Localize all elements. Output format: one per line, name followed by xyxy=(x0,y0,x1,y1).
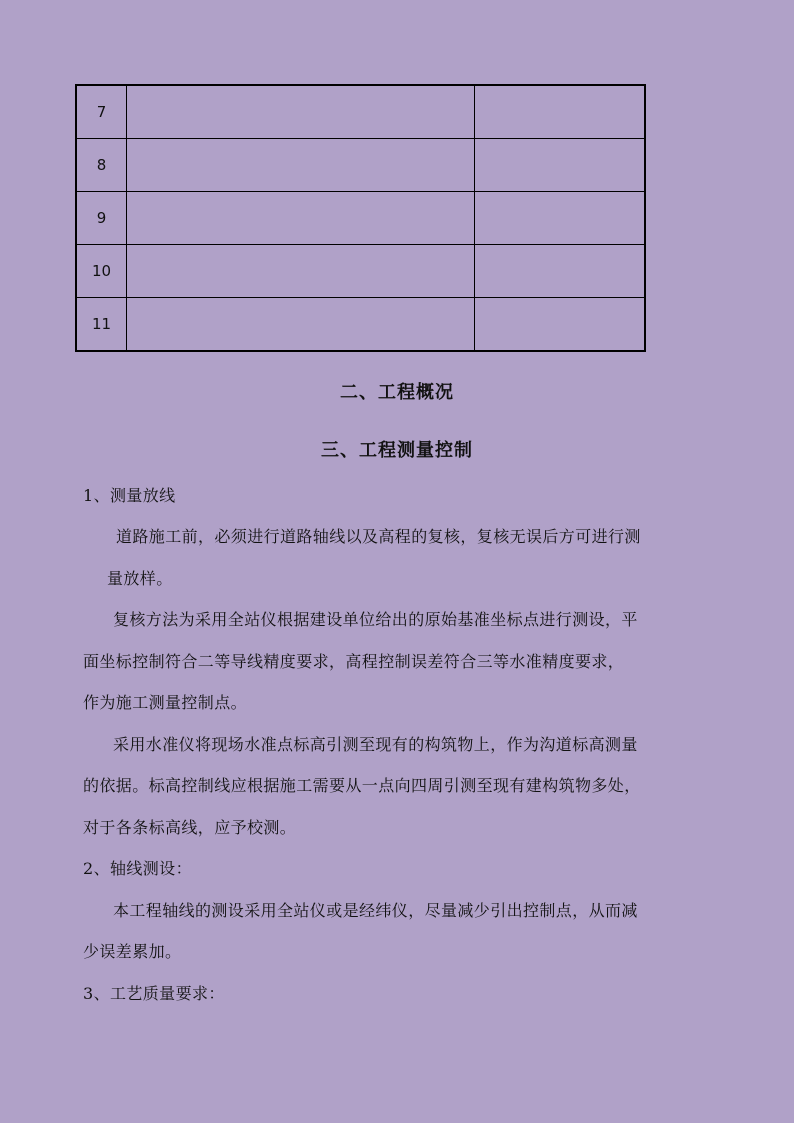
table-row xyxy=(76,192,645,245)
table-cell xyxy=(127,139,475,192)
section-title-2: 2、轴线测设： xyxy=(83,859,192,878)
row-number: 11 xyxy=(76,298,127,352)
table-row xyxy=(76,298,645,352)
paragraph-line: 对于各条标高线，应予校测。 xyxy=(83,818,297,837)
table-cell xyxy=(127,192,475,245)
paragraph-line: 采用水准仪将现场水准点标高引测至现有的构筑物上，作为沟道标高测量 xyxy=(113,735,638,754)
table-cell xyxy=(127,85,475,139)
table-cell xyxy=(127,245,475,298)
table-cell xyxy=(127,298,475,352)
table-cell xyxy=(475,192,646,245)
row-number: 10 xyxy=(76,245,127,298)
section-title-1: 1、测量放线 xyxy=(83,486,176,505)
paragraph-line: 量放样。 xyxy=(107,569,173,588)
paragraph-line: 作为施工测量控制点。 xyxy=(83,693,248,712)
table-cell xyxy=(475,85,646,139)
row-number: 7 xyxy=(76,85,127,139)
heading-overview: 二、工程概况 xyxy=(340,382,454,403)
paragraph-line: 少误差累加。 xyxy=(83,942,182,961)
table-cell xyxy=(475,245,646,298)
table-row xyxy=(76,245,645,298)
row-number: 9 xyxy=(76,192,127,245)
paragraph-line: 本工程轴线的测设采用全站仪或是经纬仪，尽量减少引出控制点，从而减 xyxy=(113,901,638,920)
table-cell xyxy=(475,298,646,352)
table-cell xyxy=(475,139,646,192)
row-number: 8 xyxy=(76,139,127,192)
paragraph-line: 的依据。标高控制线应根据施工需要从一点向四周引测至现有建构筑物多处， xyxy=(83,776,641,795)
paragraph-line: 复核方法为采用全站仪根据建设单位给出的原始基准坐标点进行测设，平 xyxy=(113,610,638,629)
paragraph-line: 道路施工前，必须进行道路轴线以及高程的复核，复核无误后方可进行测 xyxy=(116,527,641,546)
numbered-table xyxy=(75,84,646,352)
paragraph-line: 面坐标控制符合二等导线精度要求，高程控制误差符合三等水准精度要求， xyxy=(83,652,625,671)
section-title-3: 3、工艺质量要求： xyxy=(83,984,225,1003)
table-row xyxy=(76,85,645,139)
table-row xyxy=(76,139,645,192)
heading-measurement-control: 三、工程测量控制 xyxy=(321,440,473,461)
